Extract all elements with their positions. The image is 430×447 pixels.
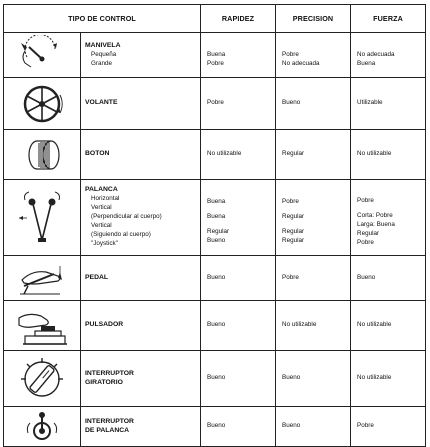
control-types-table	[3, 4, 426, 447]
table-row-volante	[4, 78, 426, 130]
palanca-fuerza-cell	[351, 180, 426, 256]
volante-rapidez: Pobre	[207, 99, 224, 106]
table-row-interruptor-palanca	[4, 407, 426, 447]
interruptor-giratorio-name-cell	[81, 351, 201, 407]
header-rapidez: RAPIDEZ	[201, 5, 276, 33]
interruptor-palanca-name-cell	[81, 407, 201, 447]
manivela-rapidez-grande: Pobre	[207, 59, 224, 67]
header-fuerza: FUERZA	[351, 5, 426, 33]
handwheel-icon	[4, 78, 81, 130]
pulsador-fuerza-cell	[351, 301, 426, 351]
pedal-name-cell	[81, 256, 201, 301]
manivela-fuerza-cell	[351, 33, 426, 78]
interruptor-giratorio-fuerza: No utilizable	[357, 374, 392, 381]
rotary-switch-icon	[4, 351, 81, 407]
manivela-sub-pequena: Pequeña	[91, 50, 117, 58]
interruptor-palanca-rapidez-cell	[201, 407, 276, 447]
palanca-rapidez-perpendicular: Buena	[207, 213, 226, 220]
interruptor-giratorio-rapidez: Bueno	[207, 374, 226, 381]
manivela-fuerza-pequena: No adecuada	[357, 50, 395, 58]
pedal-fuerza: Bueno	[357, 273, 376, 281]
palanca-name-cell	[81, 180, 201, 256]
interruptor-giratorio-precision-cell	[276, 351, 351, 407]
interruptor-giratorio-rapidez-cell	[201, 351, 276, 407]
interruptor-palanca-fuerza: Pobre	[357, 422, 374, 429]
palanca-sub-horizontal: Horizontal	[91, 195, 120, 202]
interruptor-giratorio-title-1: INTERRUPTOR	[85, 369, 134, 377]
palanca-precision-joystick: Regular	[282, 237, 305, 244]
manivela-precision-pequena: Pobre	[282, 50, 299, 58]
boton-fuerza: No utilizable	[357, 150, 392, 157]
header-precision: PRECISION	[276, 5, 351, 33]
manivela-precision-cell	[276, 33, 351, 78]
push-button-icon	[4, 301, 81, 351]
palanca-precision-cell	[276, 180, 351, 256]
pulsador-fuerza: No utilizable	[357, 321, 392, 328]
boton-fuerza-cell	[351, 130, 426, 180]
interruptor-giratorio-fuerza-cell	[351, 351, 426, 407]
pulsador-precision: No utilizable	[282, 321, 317, 328]
volante-name-cell	[81, 78, 201, 130]
interruptor-palanca-fuerza-cell	[351, 407, 426, 447]
interruptor-palanca-rapidez: Bueno	[207, 422, 226, 429]
interruptor-giratorio-precision: Bueno	[282, 374, 301, 381]
volante-precision-cell	[276, 78, 351, 130]
boton-precision-cell	[276, 130, 351, 180]
manivela-rapidez-pequena: Buena	[207, 50, 226, 58]
knob-icon	[4, 130, 81, 180]
pedal-precision: Pobre	[282, 273, 299, 281]
volante-fuerza: Utilizable	[357, 99, 383, 106]
palanca-fuerza-horizontal: Pobre	[357, 196, 374, 204]
boton-name-cell	[81, 130, 201, 180]
pulsador-precision-cell	[276, 301, 351, 351]
palanca-precision-siguiendo: Regular	[282, 228, 305, 235]
manivela-fuerza-grande: Buena	[357, 59, 376, 67]
pulsador-rapidez-cell	[201, 301, 276, 351]
pedal-rapidez: Bueno	[207, 273, 226, 281]
manivela-precision-grande: No adecuada	[282, 59, 320, 67]
palanca-precision-perpendicular: Regular	[282, 213, 305, 220]
volante-rapidez-cell	[201, 78, 276, 130]
palanca-sub-vertical-1: Vertical	[91, 204, 112, 211]
palanca-rapidez-siguiendo: Regular	[207, 228, 230, 235]
palanca-sub-vertical-2: Vertical	[91, 222, 112, 229]
palanca-rapidez-cell	[201, 180, 276, 256]
table-row-interruptor-giratorio	[4, 351, 426, 407]
interruptor-palanca-title-1: INTERRUPTOR	[85, 417, 134, 425]
pedal-rapidez-cell	[201, 256, 276, 301]
volante-fuerza-cell	[351, 78, 426, 130]
lever-icon	[4, 180, 81, 256]
volante-title: VOLANTE	[85, 99, 118, 106]
volante-precision: Bueno	[282, 99, 301, 106]
manivela-sub-grande: Grande	[91, 59, 113, 67]
header-row	[4, 5, 426, 33]
pedal-fuerza-cell	[351, 256, 426, 301]
header-tipo-de-control: TIPO DE CONTROL	[4, 5, 201, 33]
interruptor-palanca-precision: Bueno	[282, 422, 301, 429]
pulsador-rapidez: Bueno	[207, 321, 226, 328]
boton-rapidez: No utilizable	[207, 150, 242, 157]
palanca-rapidez-horizontal: Buena	[207, 198, 226, 205]
palanca-fuerza-joystick: Pobre	[357, 238, 374, 246]
pedal-title: PEDAL	[85, 273, 109, 281]
palanca-fuerza-siguiendo: Regular	[357, 229, 380, 237]
pulsador-title: PULSADOR	[85, 321, 124, 328]
interruptor-palanca-title-2: DE PALANCA	[85, 426, 130, 434]
table-row-pedal	[4, 256, 426, 301]
table-row-manivela	[4, 33, 426, 78]
palanca-sub-siguiendo: (Siguiendo al cuerpo)	[91, 231, 151, 238]
boton-precision: Regular	[282, 150, 305, 157]
palanca-precision-horizontal: Pobre	[282, 198, 299, 205]
boton-title: BOTON	[85, 150, 110, 157]
table-row-palanca	[4, 180, 426, 256]
palanca-title: PALANCA	[85, 186, 118, 193]
pedal-icon	[4, 256, 81, 301]
manivela-rapidez-cell	[201, 33, 276, 78]
interruptor-giratorio-title-2: GIRATORIO	[85, 378, 123, 386]
table-row-pulsador	[4, 301, 426, 351]
palanca-sub-perpendicular: (Perpendicular al cuerpo)	[91, 213, 162, 220]
interruptor-palanca-precision-cell	[276, 407, 351, 447]
table-row-boton	[4, 130, 426, 180]
palanca-rapidez-joystick: Bueno	[207, 237, 226, 244]
crank-icon	[4, 33, 81, 78]
boton-rapidez-cell	[201, 130, 276, 180]
pulsador-name-cell	[81, 301, 201, 351]
manivela-name-cell	[81, 33, 201, 78]
palanca-sub-joystick: "Joystick"	[91, 240, 118, 247]
toggle-switch-icon	[4, 407, 81, 447]
palanca-fuerza-larga: Larga: Buena	[357, 220, 395, 228]
pedal-precision-cell	[276, 256, 351, 301]
palanca-fuerza-corta: Corta: Pobre	[357, 211, 393, 219]
manivela-title: MANIVELA	[85, 41, 121, 49]
